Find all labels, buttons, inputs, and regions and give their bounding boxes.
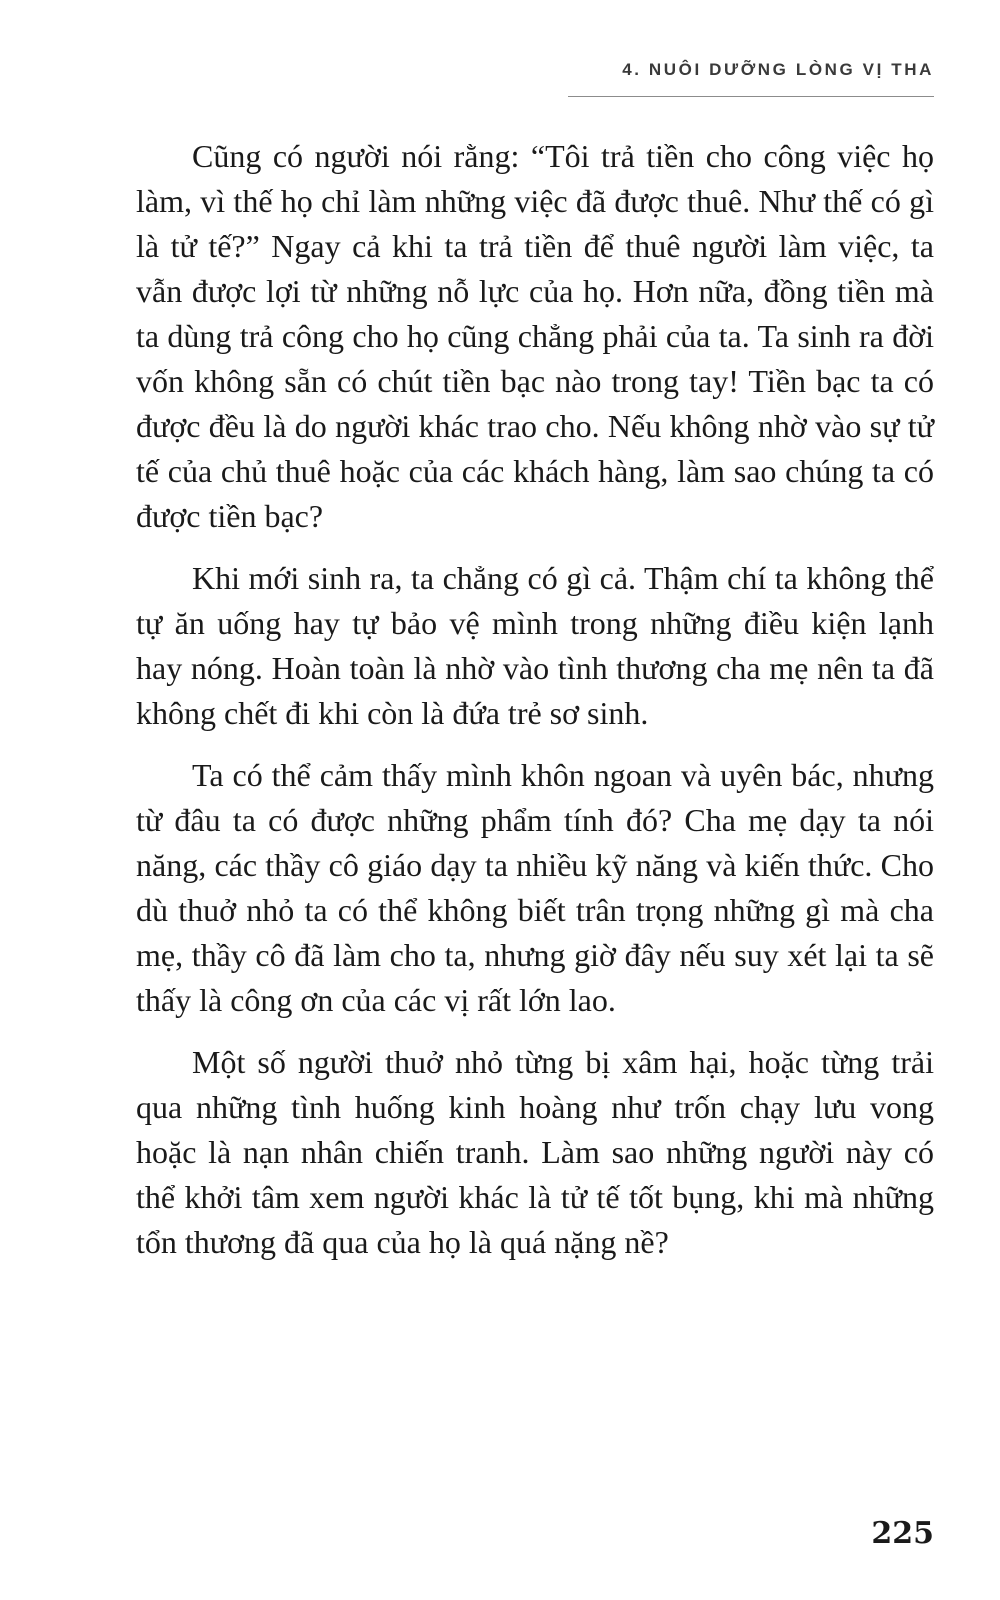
running-header: 4. NUÔI DƯỠNG LÒNG VỊ THA (622, 60, 934, 79)
page-number: 225 (871, 1516, 934, 1551)
paragraph: Một số người thuở nhỏ từng bị xâm hại, hoặc từng trải qua những tình huống kinh hoàng như trốn chạy lưu vong hoặc là nạn nhân chiến tranh. Làm sao những người này có thể khởi tâm xem người khác là tử tế tốt bụng, khi mà những tổn thương đã qua của họ là quá nặng nề? (136, 1044, 934, 1260)
paragraph: Khi mới sinh ra, ta chẳng có gì cả. Thậm chí ta không thể tự ăn uống hay tự bảo vệ mình trong những điều kiện lạnh hay nóng. Hoàn toàn là nhờ vào tình thương cha mẹ nên ta đã không chết đi khi còn là đứa trẻ sơ sinh. (136, 560, 934, 731)
paragraph: Cũng có người nói rằng: “Tôi trả tiền cho công việc họ làm, vì thế họ chỉ làm những việc đã được thuê. Như thế có gì là tử tế?” Ngay cả khi ta trả tiền để thuê người làm việc, ta vẫn được lợi từ những nỗ lực của họ. Hơn nữa, đồng tiền mà ta dùng trả công cho họ cũng chẳng phải của ta. Ta sinh ra đời vốn không sẵn có chút tiền bạc nào trong tay! Tiền bạc ta có được đều là do người khác trao cho. Nếu không nhờ vào sự tử tế của chủ thuê hoặc của các khách hàng, làm sao chúng ta có được tiền bạc? (136, 138, 934, 534)
paragraph: Ta có thể cảm thấy mình khôn ngoan và uyên bác, nhưng từ đâu ta có được những phẩm tính đó? Cha mẹ dạy ta nói năng, các thầy cô giáo dạy ta nhiều kỹ năng và kiến thức. Cho dù thuở nhỏ ta có thể không biết trân trọng những gì mà cha mẹ, thầy cô đã làm cho ta, nhưng giờ đây nếu suy xét lại ta sẽ thấy là công ơn của các vị rất lớn lao. (136, 757, 934, 1018)
body-text (136, 134, 934, 1282)
header-rule (568, 96, 934, 97)
